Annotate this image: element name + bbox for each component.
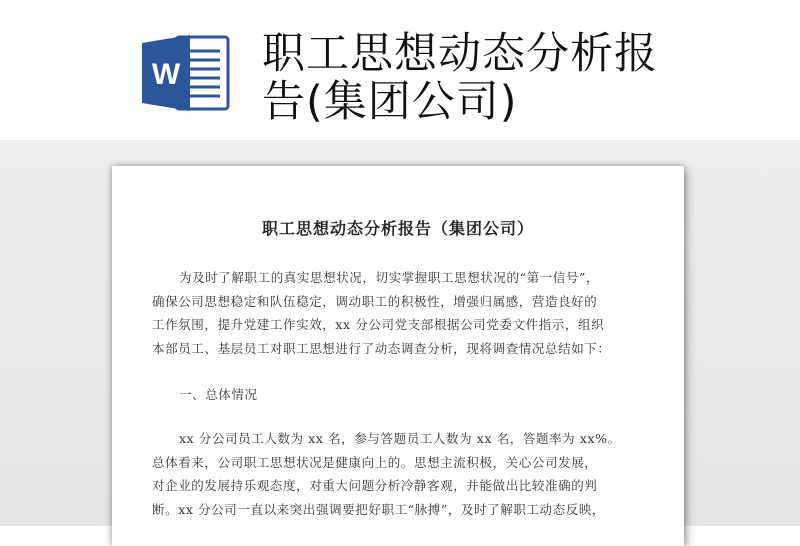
paragraph-line: 断。xx 分公司一直以来突出强调要把好职工“脉搏”，及时了解职工动态反映， [152, 501, 606, 517]
section1-paragraph [152, 427, 656, 521]
header-banner [0, 0, 800, 140]
page-title [262, 30, 722, 126]
word-document-icon [140, 33, 230, 113]
paragraph-line: 为及时了解职工的真实思想状况，切实掌握职工思想状况的“第一信号”， [179, 270, 600, 285]
document-title: 职工思想动态分析报告（集团公司） [261, 219, 534, 238]
section-heading [152, 383, 656, 407]
paragraph-line: 确保公司思想稳定和队伍稳定，调动职工的积极性，增强归属感，营造良好的 [152, 293, 598, 309]
paragraph-line: xx 分公司员工人数为 xx 名，参与答题员工人数为 xx 名，答题率为 xx%。 [179, 431, 621, 446]
paragraph-line: 对企业的发展持乐观态度，对重大问题分析冷静客观，并能做出比较准确的判 [152, 478, 598, 493]
intro-paragraph [152, 266, 656, 360]
paragraph-line: 工作氛围，提升党建工作实效，xx 分公司党支部根据公司党委文件指示，组织 [152, 317, 605, 332]
paragraph-line: 本部员工、基层员工对职工思想进行了动态调查分析，现将调查情况总结如下： [152, 340, 611, 356]
page-title-line-2: 告(集团公司) [262, 77, 518, 127]
word-icon-letter: W [151, 58, 181, 91]
section-heading-text: 一、总体情况 [179, 387, 258, 402]
document-page [112, 166, 684, 546]
paragraph-line: 总体看来，公司职工思想状况是健康向上的。思想主流积极，关心公司发展， [152, 454, 598, 470]
page-title-line-1: 职工思想动态分析报 [262, 29, 658, 79]
